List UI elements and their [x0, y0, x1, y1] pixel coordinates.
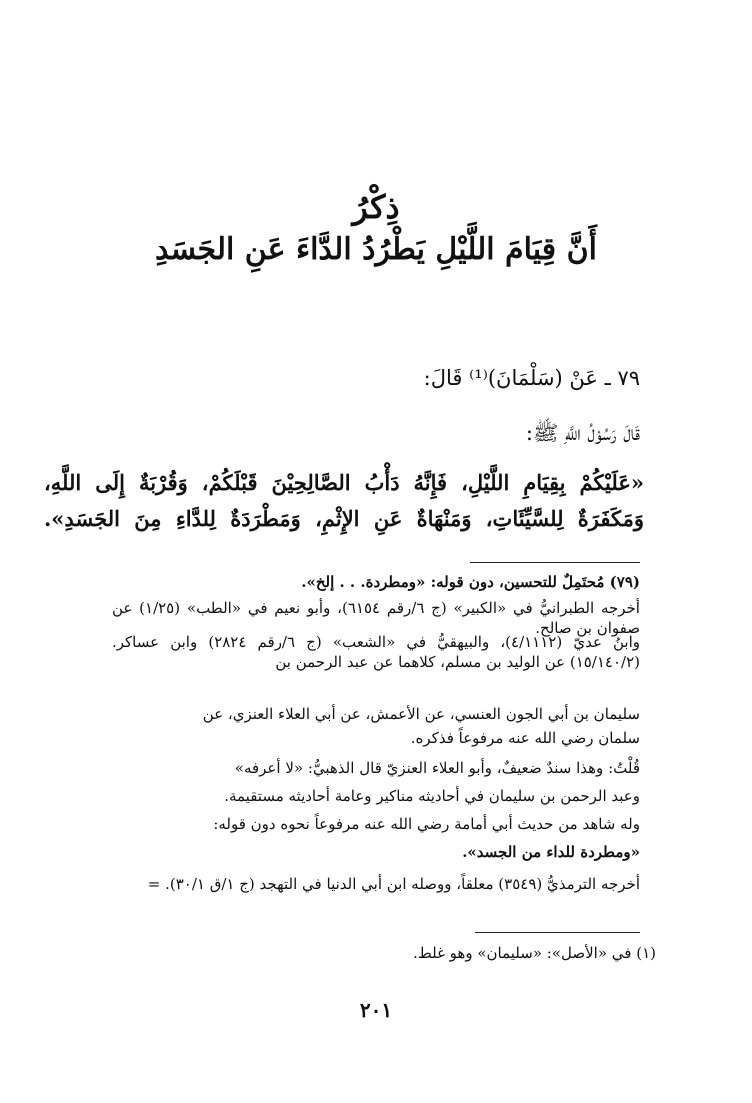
note-shahid-takhrij: أخرجه الترمذيُّ (٣٥٤٩) معلقاً، ووصله ابن أبي الدنيا في التهجد (ج ١/ق ٣٠/١). =	[147, 875, 640, 893]
footnote-separator	[475, 932, 640, 933]
note-shahid-quote-text: «ومطردة للداء من الجسد».	[462, 843, 640, 861]
hadith-text-line-2: وَمَكَفَرَةٌ لِلسَّيِّئَاتِ، وَمَنْهَاةٌ عَنِ الإِثْمِ، وَمَطْرَدَةٌ لِلدَّاءِ مِنَ الجَسَدِ».	[44, 506, 644, 531]
note-shahid-quote	[112, 842, 640, 862]
note-isnad: سليمان بن أبي الجون العنسي، عن الأعمش، عن أبي العلاء العنزي، عن	[202, 705, 640, 723]
note-comment-2: وعبد الرحمن بن سليمان في أحاديثه مناكير وعامة أحاديثه مستقيمة.	[224, 787, 640, 805]
chapter-title-dhikr: ذِكْرُ	[352, 188, 400, 226]
page-number: ٢٠١	[359, 998, 393, 1022]
note-takhrij-1: أخرجه الطبرانيُّ في «الكبير» (ج ٦/رقم ٦١٥٤)، وأبو نعيم في «الطب» (١/٢٥) عن صفوان بن صالح.	[112, 599, 640, 637]
note-shahid: وله شاهد من حديث أبي أمامة رضي الله عنه مرفوعاً نحوه دون قوله:	[213, 815, 640, 833]
chapter-title-subject: أَنَّ قِيَامَ اللَّيْلِ يَطْرُدُ الدَّاءَ عَنِ الجَسَدِ	[155, 232, 597, 267]
footnote: (١) في «الأصل»: «سليمان» وهو غلط.	[413, 944, 656, 962]
hadith-number-line: ٧٩ ـ عَنْ (سَلْمَانَ)⁽¹⁾ قَالَ:	[423, 366, 640, 390]
hadith-prophet-line: قَالَ رَسُوْلُ اللَّهِ ﷺ:	[525, 421, 640, 445]
note-grading-text: (٧٩) مُحتَمِلٌ للتحسين، دون قوله: «ومطردة. . . إلخ».	[301, 573, 640, 591]
hadith-text-line-1: «عَلَيْكُمْ بِقِيَامِ اللَّيْلِ، فَإِنَّهُ دَأْبُ الصَّالِحِيْنَ قَبْلَكُمْ، وَقُرْبَةٌ إِلَى اللَّهِ،	[44, 470, 644, 495]
note-grading	[112, 572, 640, 592]
notes-separator	[470, 562, 640, 563]
note-isnad-end: سلمان رضي الله عنه مرفوعاً فذكره.	[410, 729, 640, 747]
note-comment: قُلْتُ: وهذا سندٌ ضعيفٌ، وأبو العلاء العنزيّ قال الذهبيُّ: «لا أعرفه»	[234, 759, 640, 777]
note-takhrij-2: وابنُ عديّ (٤/١١١٢)، والبيهقيُّ في «الشعب» (ج ٦/رقم ٢٨٢٤) وابن عساكر. (١٥/١٤٠/٢) عن الوليد بن مسلم، كلاهما عن عبد الرحمن بن	[112, 633, 641, 671]
